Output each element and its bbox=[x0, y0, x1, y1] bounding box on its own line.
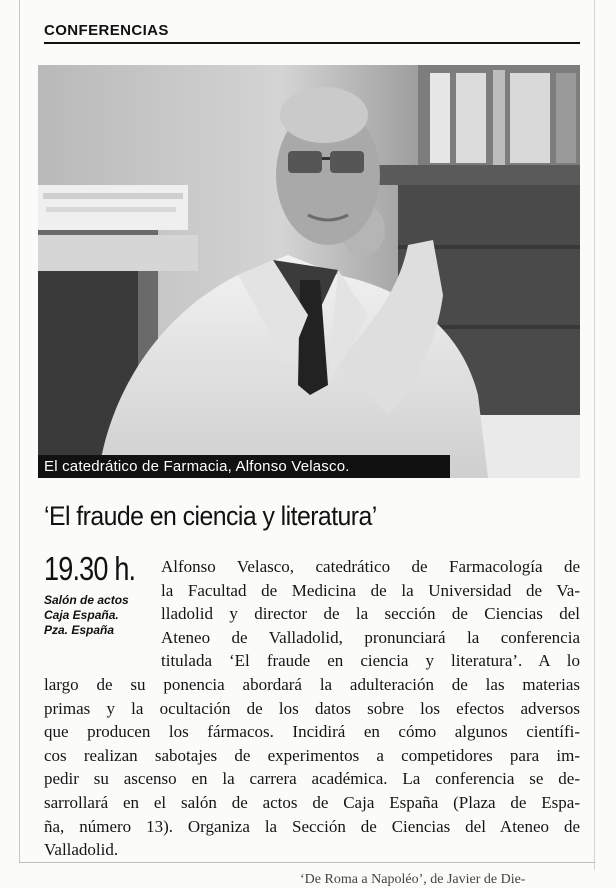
photo-caption: El catedrático de Farmacia, Alfonso Velasco. bbox=[38, 455, 450, 478]
body-line: pedir su ascenso en la carrera académica. La conferencia se de- bbox=[44, 769, 580, 789]
venue-line: Pza. España bbox=[44, 623, 115, 637]
section-label: CONFERENCIAS bbox=[44, 22, 169, 39]
event-time: 19.30 h. bbox=[44, 550, 136, 587]
article-body-wide bbox=[44, 673, 580, 862]
next-article-fragment: ‘De Roma a Napoléo’, de Javier de Die- bbox=[300, 872, 526, 887]
body-line: Alfonso Velasco, catedrático de Farmacología de bbox=[161, 557, 580, 576]
article-headline: ‘El fraude en ciencia y literatura’ bbox=[44, 501, 377, 531]
body-line: sarrollará en el salón de actos de Caja España (Plaza de Espa- bbox=[44, 792, 580, 812]
venue-line: Caja España. bbox=[44, 608, 119, 622]
portrait-photo-icon bbox=[38, 65, 580, 478]
body-line: ña, número 13). Organiza la Sección de Ciencias del Ateneo de bbox=[44, 816, 580, 836]
body-line: la Facultad de Medicina de la Universidad de Va- bbox=[161, 580, 580, 600]
body-line: que producen los fármacos. Incidirá en cómo algunos científi- bbox=[44, 722, 580, 742]
body-line: Ateneo de Valladolid, pronunciará la conferencia bbox=[161, 627, 580, 647]
event-venue bbox=[44, 593, 156, 638]
body-line: lladolid y director de la sección de Ciencias del bbox=[161, 604, 580, 624]
bottom-rule bbox=[19, 862, 595, 863]
column-rule-left bbox=[19, 0, 20, 862]
venue-line: Salón de actos bbox=[44, 593, 129, 607]
article-body-narrow bbox=[161, 555, 580, 673]
column-rule-right bbox=[594, 0, 595, 870]
body-line: Valladolid. bbox=[44, 840, 119, 860]
body-line: titulada ‘El fraude en ciencia y literatura’. A lo bbox=[161, 651, 580, 671]
section-rule bbox=[44, 42, 580, 44]
body-line: cos realizan sabotajes de experimentos a competidores para im- bbox=[44, 745, 580, 765]
body-line: largo de su ponencia abordará la adulteración de las materias bbox=[44, 675, 580, 694]
body-line: primas y la ocultación de los datos sobre los efectos adversos bbox=[44, 698, 580, 718]
portrait-photo bbox=[38, 65, 580, 478]
